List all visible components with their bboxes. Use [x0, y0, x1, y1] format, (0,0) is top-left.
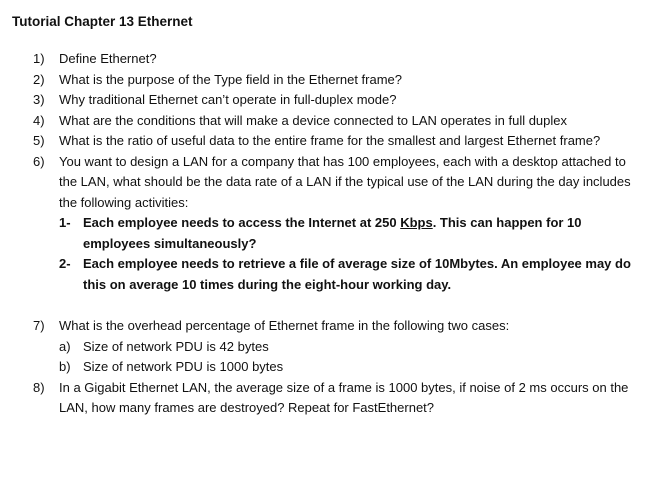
question-number: 3)	[33, 92, 45, 107]
question-3	[33, 90, 643, 111]
question-text: What is the overhead percentage of Ethernet frame in the following two cases:	[59, 318, 510, 333]
case-item-a	[59, 337, 639, 358]
case-text: Size of network PDU is 42 bytes	[83, 338, 269, 354]
question-text: What are the conditions that will make a device connected to LAN operates in full duplex	[59, 112, 568, 128]
activity-item-2	[59, 254, 639, 295]
question-number: 4)	[33, 112, 45, 128]
question-5	[33, 131, 643, 152]
case-text: Size of network PDU is 1000 bytes	[83, 359, 284, 374]
question-text: In a Gigabit Ethernet LAN, the average size of a frame is 1000 bytes, if noise of 2 ms occurs on the LAN, how many frames are destroyed? Repeat for FastEthernet?	[59, 379, 629, 415]
activity-number: 2-	[59, 256, 71, 271]
question-number: 1)	[33, 51, 45, 66]
case-item-b	[59, 357, 639, 378]
case-letter: b)	[59, 359, 71, 374]
abbreviation-kbps: Kbps	[400, 215, 433, 230]
question-text: What is the ratio of useful data to the entire frame for the smallest and largest Ethernet frame?	[59, 133, 601, 148]
question-4	[33, 111, 643, 132]
question-text: What is the purpose of the Type field in the Ethernet frame?	[59, 71, 403, 87]
question-number: 6)	[33, 153, 45, 169]
question-text: You want to design a LAN for a company that has 100 employees, each with a desktop attached to the LAN, what should be the data rate of a LAN if the typical use of the LAN during the day includes the following activities:	[59, 153, 631, 210]
activity-number: 1-	[59, 215, 71, 230]
activity-text: Each employee needs to retrieve a file of average size of 10Mbytes. An employee may do this on average 10 times during the eight-hour working day.	[83, 256, 631, 292]
question-8	[33, 378, 643, 419]
question-text: Define Ethernet?	[59, 51, 157, 66]
question-1	[33, 49, 643, 70]
question-2	[33, 70, 643, 91]
activity-item-1	[59, 213, 639, 254]
question-text: Why traditional Ethernet can’t operate in full-duplex mode?	[59, 92, 397, 107]
question-7	[33, 316, 643, 337]
question-6	[33, 152, 643, 214]
question-number: 5)	[33, 133, 45, 148]
question-number: 8)	[33, 379, 45, 395]
case-letter: a)	[59, 338, 71, 354]
question-number: 7)	[33, 318, 45, 333]
activity-text: Each employee needs to access the Internet at 250 Kbps. This can happen for 10 employees simultaneously?	[83, 215, 582, 251]
question-number: 2)	[33, 71, 45, 87]
page-title: Tutorial Chapter 13 Ethernet	[12, 14, 193, 29]
